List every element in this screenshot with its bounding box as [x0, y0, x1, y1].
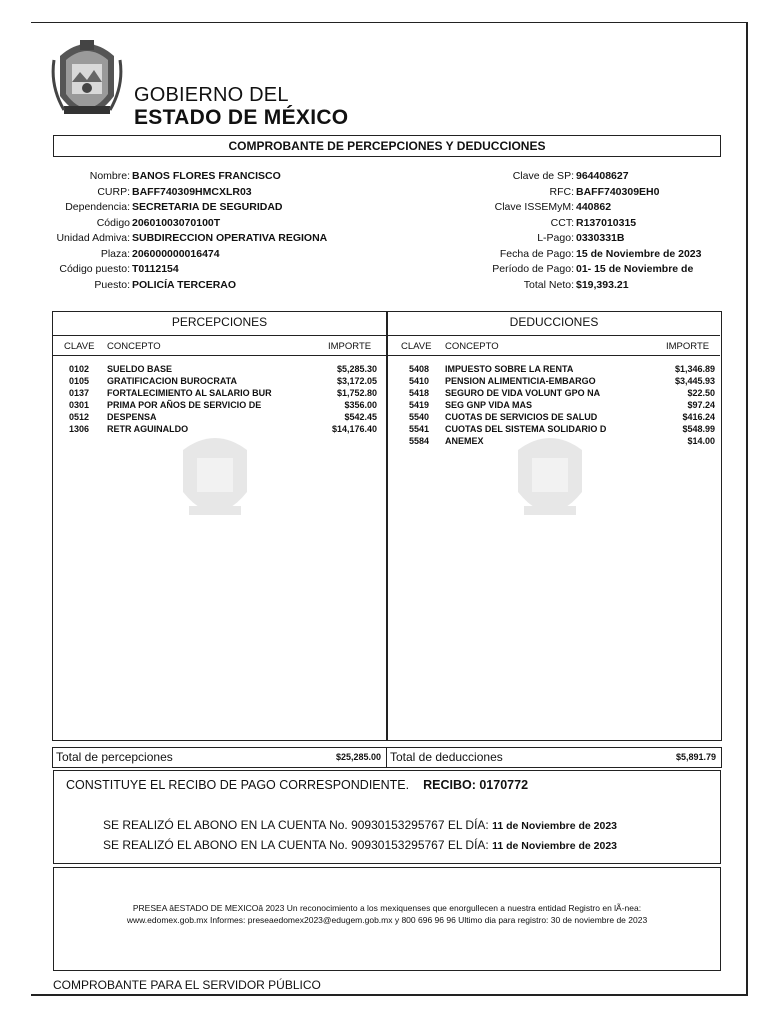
- info-label: CCT:: [550, 216, 574, 229]
- note-line-2: www.edomex.gob.mx Informes: preseaedomex2023@edugem.gob.mx y 800 696 96 96 Ultimo dia para registro: 30 de noviembre de 2023: [126, 915, 648, 925]
- employee-info-right: [400, 169, 701, 293]
- row-importe: $416.24: [682, 412, 715, 422]
- employee-info-left: [0, 169, 327, 293]
- info-value: BAFF740309HMCXLR03: [132, 185, 252, 198]
- info-value: 0330331B: [576, 232, 625, 244]
- row-concepto: GRATIFICACION BUROCRATA: [107, 376, 237, 386]
- header-rule: [53, 355, 720, 356]
- info-row: [400, 231, 701, 247]
- perc-col-importe: IMPORTE: [328, 341, 372, 352]
- table-row: [409, 411, 715, 423]
- row-concepto: ANEMEX: [445, 436, 484, 446]
- total-deducciones-value: $5,891.79: [675, 752, 716, 762]
- row-concepto: SUELDO BASE: [107, 364, 173, 374]
- info-row: [0, 185, 327, 201]
- total-percepciones-box: [52, 747, 387, 768]
- info-row: [0, 200, 327, 216]
- row-clave: 0137: [69, 388, 90, 398]
- total-percepciones-value: $25,285.00: [335, 752, 381, 762]
- total-deducciones-label: Total de deducciones: [390, 750, 503, 764]
- row-importe: $1,346.89: [674, 364, 715, 374]
- info-row: [400, 216, 701, 232]
- total-deducciones-box: [386, 747, 722, 768]
- table-row: [409, 387, 715, 399]
- note-line-1: PRESEA âESTADO DE MEXICOâ 2023 Un reconocimiento a los mexiquenses que enorgullecen a nuestra entidad Registro en lÃ-nea:: [132, 903, 642, 913]
- table-row: [409, 375, 715, 387]
- info-label: Total Neto:: [523, 278, 574, 291]
- info-value: 206000000016474: [132, 247, 220, 260]
- info-value: 15 de Noviembre de 2023: [576, 247, 702, 260]
- row-concepto: SEGURO DE VIDA VOLUNT GPO NA: [445, 388, 601, 398]
- row-importe: $14,176.40: [331, 424, 377, 434]
- abono-line: [103, 838, 617, 852]
- info-row: [400, 247, 701, 263]
- abono-date: 11 de Noviembre de 2023: [492, 840, 618, 852]
- table-row: [409, 435, 715, 447]
- info-label: RFC:: [549, 185, 574, 198]
- info-value: T0112154: [132, 263, 179, 275]
- ded-col-clave: CLAVE: [401, 341, 432, 352]
- table-row: [69, 375, 377, 387]
- info-value: 01- 15 de Noviembre de: [576, 263, 694, 275]
- gov-line-2: ESTADO DE MÉXICO: [134, 106, 349, 129]
- percepciones-title: PERCEPCIONES: [171, 315, 268, 329]
- abono-text: SE REALIZÓ EL ABONO EN LA CUENTA No. 90930153295767 EL DÍA:: [103, 818, 489, 832]
- info-row: [0, 278, 327, 294]
- row-importe: $14.00: [687, 436, 715, 446]
- ded-col-importe: IMPORTE: [666, 341, 710, 352]
- info-row: [0, 216, 327, 232]
- row-clave: 5419: [409, 400, 430, 410]
- total-percepciones-label: Total de percepciones: [56, 750, 173, 764]
- info-value: 964408627: [576, 170, 629, 182]
- document-title: COMPROBANTE DE PERCEPCIONES Y DEDUCCIONES: [53, 135, 721, 157]
- abono-date: 11 de Noviembre de 2023: [492, 820, 618, 832]
- info-row: [0, 262, 327, 278]
- presea-note: [60, 902, 714, 926]
- info-value: R137010315: [576, 216, 637, 229]
- info-row: [400, 200, 701, 216]
- table-row: [409, 423, 715, 435]
- row-concepto: IMPUESTO SOBRE LA RENTA: [445, 364, 574, 374]
- percepciones-list: [69, 363, 377, 435]
- row-importe: $97.24: [687, 400, 715, 410]
- info-label: Nombre:: [89, 170, 130, 182]
- deducciones-list: [409, 363, 715, 447]
- deducciones-title: DEDUCCIONES: [509, 315, 599, 329]
- row-clave: 0105: [69, 376, 90, 386]
- coat-of-arms-watermark-icon: [175, 432, 255, 527]
- info-label: Período de Pago:: [492, 263, 574, 275]
- ded-col-concepto: CONCEPTO: [445, 341, 499, 352]
- recibo-number: RECIBO: 0170772: [423, 778, 529, 792]
- info-value: BANOS FLORES FRANCISCO: [132, 170, 281, 182]
- row-clave: 1306: [69, 424, 90, 434]
- row-clave: 5541: [409, 424, 430, 434]
- table-row: [409, 363, 715, 375]
- coat-of-arms-icon: [50, 36, 124, 130]
- info-label: L-Pago:: [537, 232, 574, 244]
- table-row: [69, 363, 377, 375]
- info-label: CURP:: [97, 185, 130, 198]
- row-concepto: CUOTAS DE SERVICIOS DE SALUD: [445, 412, 598, 422]
- info-row: [0, 169, 327, 185]
- row-importe: $3,172.05: [336, 376, 377, 386]
- row-concepto: SEG GNP VIDA MAS: [445, 400, 533, 410]
- info-row: [0, 231, 327, 247]
- row-importe: $5,285.30: [336, 364, 377, 374]
- perc-col-concepto: CONCEPTO: [107, 341, 161, 352]
- perc-col-clave: CLAVE: [64, 341, 95, 352]
- row-importe: $542.45: [344, 412, 377, 422]
- row-clave: 5584: [409, 436, 430, 446]
- row-importe: $3,445.93: [674, 376, 715, 386]
- row-clave: 5408: [409, 364, 430, 374]
- footer-label: COMPROBANTE PARA EL SERVIDOR PÚBLICO: [53, 978, 321, 992]
- row-concepto: RETR AGUINALDO: [107, 424, 189, 434]
- row-importe: $22.50: [687, 388, 715, 398]
- row-concepto: DESPENSA: [107, 412, 157, 422]
- column-divider: [386, 311, 388, 741]
- info-value: 440862: [576, 201, 612, 213]
- table-row: [69, 387, 377, 399]
- info-label: Plaza:: [100, 247, 130, 260]
- info-row: [400, 278, 701, 294]
- abono-line: [103, 818, 617, 832]
- info-label: Clave de SP:: [512, 170, 574, 182]
- row-concepto: FORTALECIMIENTO AL SALARIO BUR: [107, 388, 272, 398]
- row-clave: 5410: [409, 376, 430, 386]
- table-row: [409, 399, 715, 411]
- info-row: [0, 247, 327, 263]
- info-label: Puesto:: [94, 278, 130, 291]
- row-importe: $356.00: [344, 400, 377, 410]
- info-label: Fecha de Pago:: [499, 247, 574, 260]
- info-value: SECRETARIA DE SEGURIDAD: [132, 201, 283, 213]
- row-clave: 0301: [69, 400, 90, 410]
- info-value: SUBDIRECCION OPERATIVA REGIONA: [132, 232, 328, 244]
- info-value: BAFF740309EH0: [576, 185, 660, 198]
- row-concepto: PRIMA POR AÑOS DE SERVICIO DE: [107, 400, 262, 410]
- info-row: [400, 185, 701, 201]
- table-row: [69, 411, 377, 423]
- row-concepto: PENSION ALIMENTICIA-EMBARGO: [445, 376, 596, 386]
- info-label: Código: [96, 216, 130, 229]
- info-label: Clave ISSEMyM:: [494, 201, 574, 213]
- row-clave: 5540: [409, 412, 430, 422]
- recibo-line: [66, 778, 528, 792]
- info-row: [400, 169, 701, 185]
- recibo-text: CONSTITUYE EL RECIBO DE PAGO CORRESPONDIENTE.: [66, 778, 410, 792]
- row-importe: $1,752.80: [336, 388, 377, 398]
- row-clave: 0102: [69, 364, 90, 374]
- abono-text: SE REALIZÓ EL ABONO EN LA CUENTA No. 90930153295767 EL DÍA:: [103, 838, 489, 852]
- info-value: POLICÍA TERCERAO: [132, 278, 237, 291]
- row-clave: 5418: [409, 388, 430, 398]
- table-row: [69, 423, 377, 435]
- info-value: 20601003070100T: [132, 216, 221, 229]
- info-label: Dependencia:: [65, 201, 130, 213]
- table-row: [69, 399, 377, 411]
- info-value: $19,393.21: [576, 278, 629, 291]
- gov-line-1: GOBIERNO DEL: [134, 84, 289, 106]
- row-concepto: CUOTAS DEL SISTEMA SOLIDARIO D: [445, 424, 607, 434]
- info-row: [400, 262, 701, 278]
- info-label: Unidad Admiva:: [56, 232, 130, 244]
- header-rule: [53, 335, 720, 336]
- info-label: Código puesto:: [59, 263, 130, 275]
- row-importe: $548.99: [682, 424, 715, 434]
- row-clave: 0512: [69, 412, 90, 422]
